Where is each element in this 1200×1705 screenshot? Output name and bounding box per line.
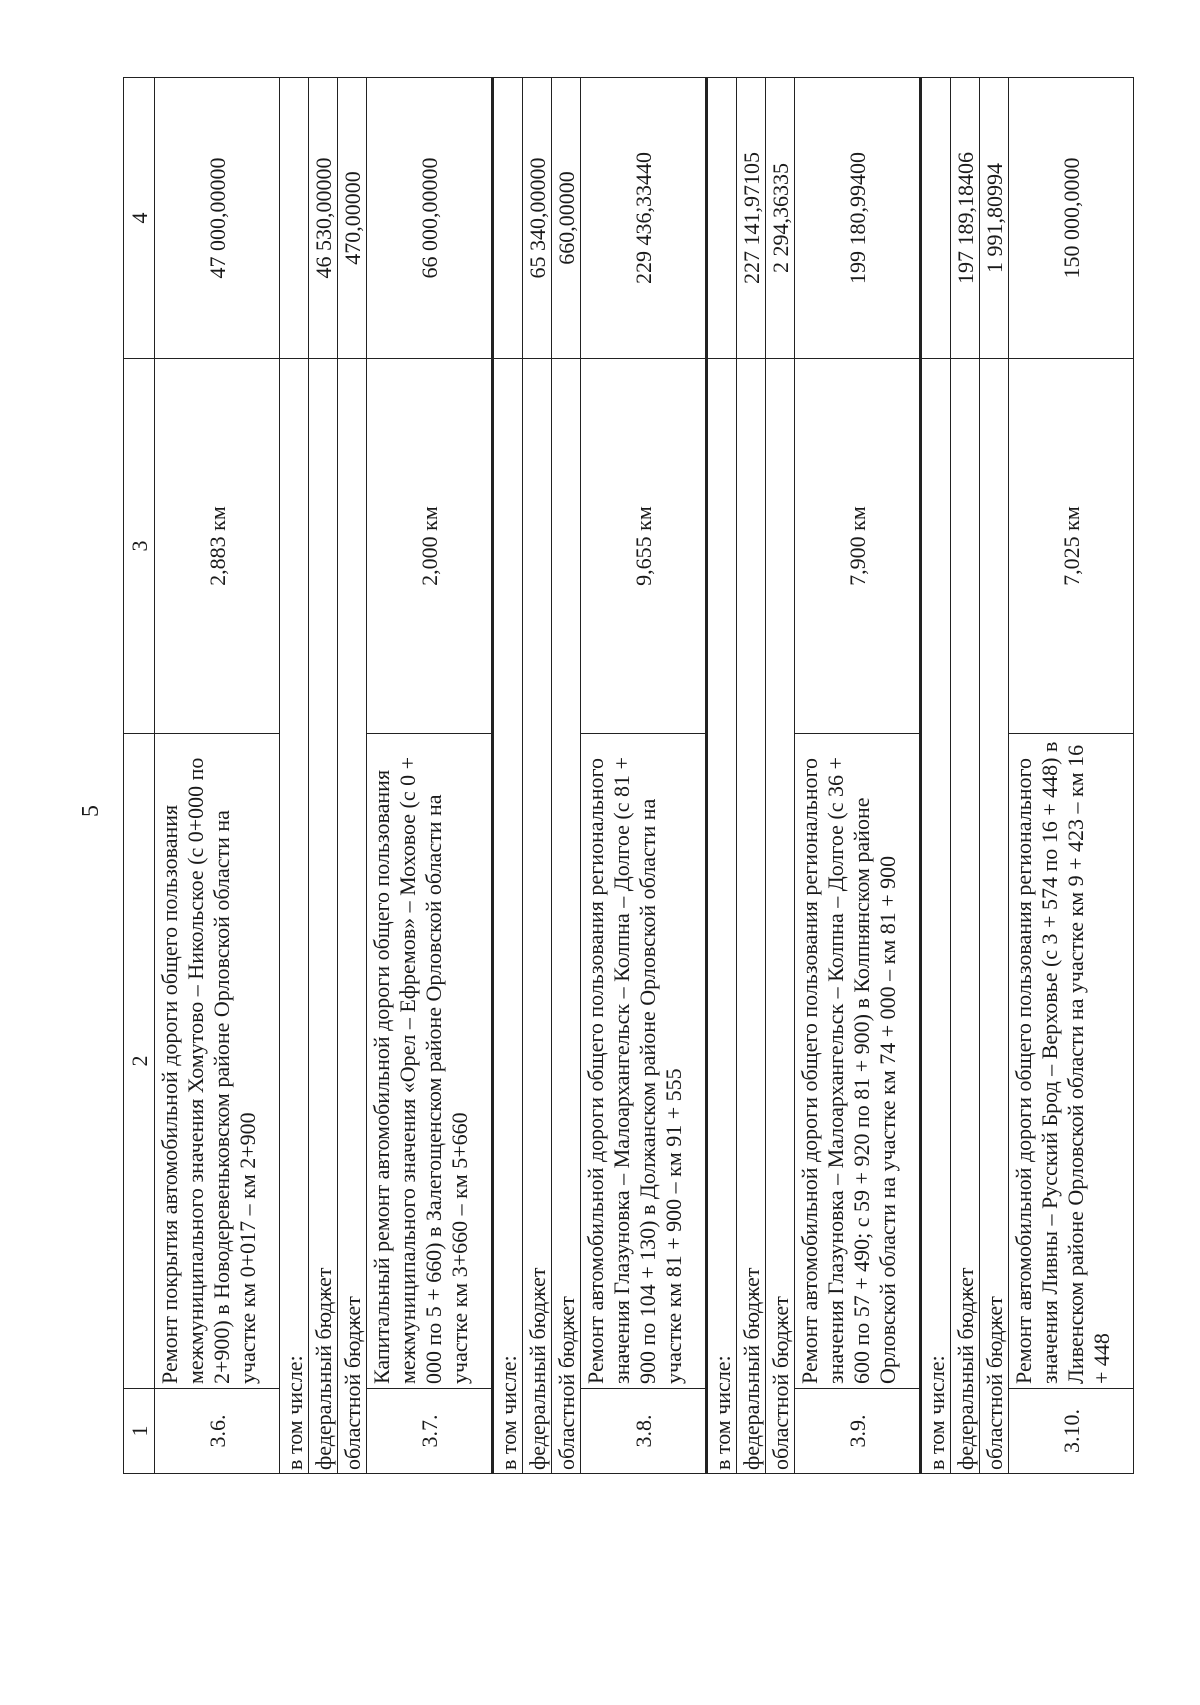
row-number: 3.9. <box>795 1389 921 1474</box>
regional-budget-amount: 660,00000 <box>552 78 581 359</box>
subtotal-empty-cell <box>921 78 951 359</box>
regional-budget-amount: 1 991,80994 <box>980 78 1009 359</box>
subtotal-label: в том числе: <box>280 359 309 1474</box>
row-amount: 150 000,0000 <box>1009 78 1134 359</box>
federal-budget-amount: 46 530,00000 <box>309 78 338 359</box>
subtotal-label-row <box>921 78 951 1474</box>
subtotal-label: в том числе: <box>493 359 523 1474</box>
row-length: 2,000 км <box>367 359 493 734</box>
federal-budget-label: федеральный бюджет <box>737 359 766 1474</box>
regional-budget-label: областной бюджет <box>766 359 795 1474</box>
federal-budget-label: федеральный бюджет <box>951 359 980 1474</box>
header-col-1: 1 <box>124 1389 155 1474</box>
row-description: Ремонт автомобильной дороги общего пользования регионального значения Глазуновка – Малоархангельск – Колпна – Долгое (с 81 + 900 по 104 + 130) в Должанском районе Орловской области на участке км 81 + 900 – км 91 + 555 <box>581 734 707 1389</box>
federal-budget-row <box>309 78 338 1474</box>
table-row <box>581 78 707 1474</box>
subtotal-empty-cell <box>493 78 523 359</box>
row-number: 3.10. <box>1009 1389 1134 1474</box>
table-row <box>367 78 493 1474</box>
subtotal-label: в том числе: <box>707 359 737 1474</box>
road-repair-table <box>123 77 1134 1474</box>
regional-budget-row <box>980 78 1009 1474</box>
subtotal-label-row <box>280 78 309 1474</box>
row-description: Ремонт автомобильной дороги общего пользования регионального значения Глазуновка – Малоархангельск – Колпна – Долгое (с 36 + 600 по 57 + 490; с 59 + 920 по 81 + 900) в Колпнянском районе Орловской области на участке км 74 + 000 – км 81 + 900 <box>795 734 921 1389</box>
regional-budget-row <box>766 78 795 1474</box>
table-row <box>795 78 921 1474</box>
federal-budget-row <box>523 78 552 1474</box>
row-amount: 47 000,00000 <box>155 78 280 359</box>
row-amount: 199 180,99400 <box>795 78 921 359</box>
row-length: 7,900 км <box>795 359 921 734</box>
federal-budget-row <box>951 78 980 1474</box>
header-row <box>124 78 155 1474</box>
table-row <box>1009 78 1134 1474</box>
rotated-table-wrapper <box>123 78 1114 1474</box>
header-col-2: 2 <box>124 734 155 1389</box>
header-col-3: 3 <box>124 359 155 734</box>
regional-budget-label: областной бюджет <box>338 359 367 1474</box>
row-number: 3.7. <box>367 1389 493 1474</box>
federal-budget-amount: 65 340,00000 <box>523 78 552 359</box>
row-length: 7,025 км <box>1009 359 1134 734</box>
regional-budget-label: областной бюджет <box>552 359 581 1474</box>
page-number: 5 <box>78 805 104 817</box>
row-description: Ремонт автомобильной дороги общего пользования регионального значения Ливны – Русский Брод – Верховье (с 3 + 574 по 16 + 448) в Ливенском районе Орловской области на участке км 9 + 423 – км 16 + 448 <box>1009 734 1134 1389</box>
subtotal-empty-cell <box>280 78 309 359</box>
federal-budget-amount: 227 141,97105 <box>737 78 766 359</box>
regional-budget-label: областной бюджет <box>980 359 1009 1474</box>
row-description: Капитальный ремонт автомобильной дороги общего пользования межмуниципального значения «Орел – Ефремов» – Моховое (с 0 + 000 по 5 + 660) в Залегощенском районе Орловской области на участке км 3+660 – км 5+660 <box>367 734 493 1389</box>
federal-budget-amount: 197 189,18406 <box>951 78 980 359</box>
row-number: 3.6. <box>155 1389 280 1474</box>
row-number: 3.8. <box>581 1389 707 1474</box>
regional-budget-amount: 2 294,36335 <box>766 78 795 359</box>
table-row <box>155 78 280 1474</box>
regional-budget-amount: 470,00000 <box>338 78 367 359</box>
row-length: 9,655 км <box>581 359 707 734</box>
row-description: Ремонт покрытия автомобильной дороги общего пользования межмуниципального значения Хомутово – Никольское (с 0+000 по 2+900) в Новодеревеньковском районе Орловской области на участке км 0+017 – км 2+900 <box>155 734 280 1389</box>
federal-budget-label: федеральный бюджет <box>309 359 338 1474</box>
regional-budget-row <box>338 78 367 1474</box>
row-length: 2,883 км <box>155 359 280 734</box>
regional-budget-row <box>552 78 581 1474</box>
subtotal-label: в том числе: <box>921 359 951 1474</box>
header-col-4: 4 <box>124 78 155 359</box>
subtotal-label-row <box>493 78 523 1474</box>
subtotal-empty-cell <box>707 78 737 359</box>
federal-budget-row <box>737 78 766 1474</box>
federal-budget-label: федеральный бюджет <box>523 359 552 1474</box>
subtotal-label-row <box>707 78 737 1474</box>
row-amount: 229 436,33440 <box>581 78 707 359</box>
row-amount: 66 000,00000 <box>367 78 493 359</box>
